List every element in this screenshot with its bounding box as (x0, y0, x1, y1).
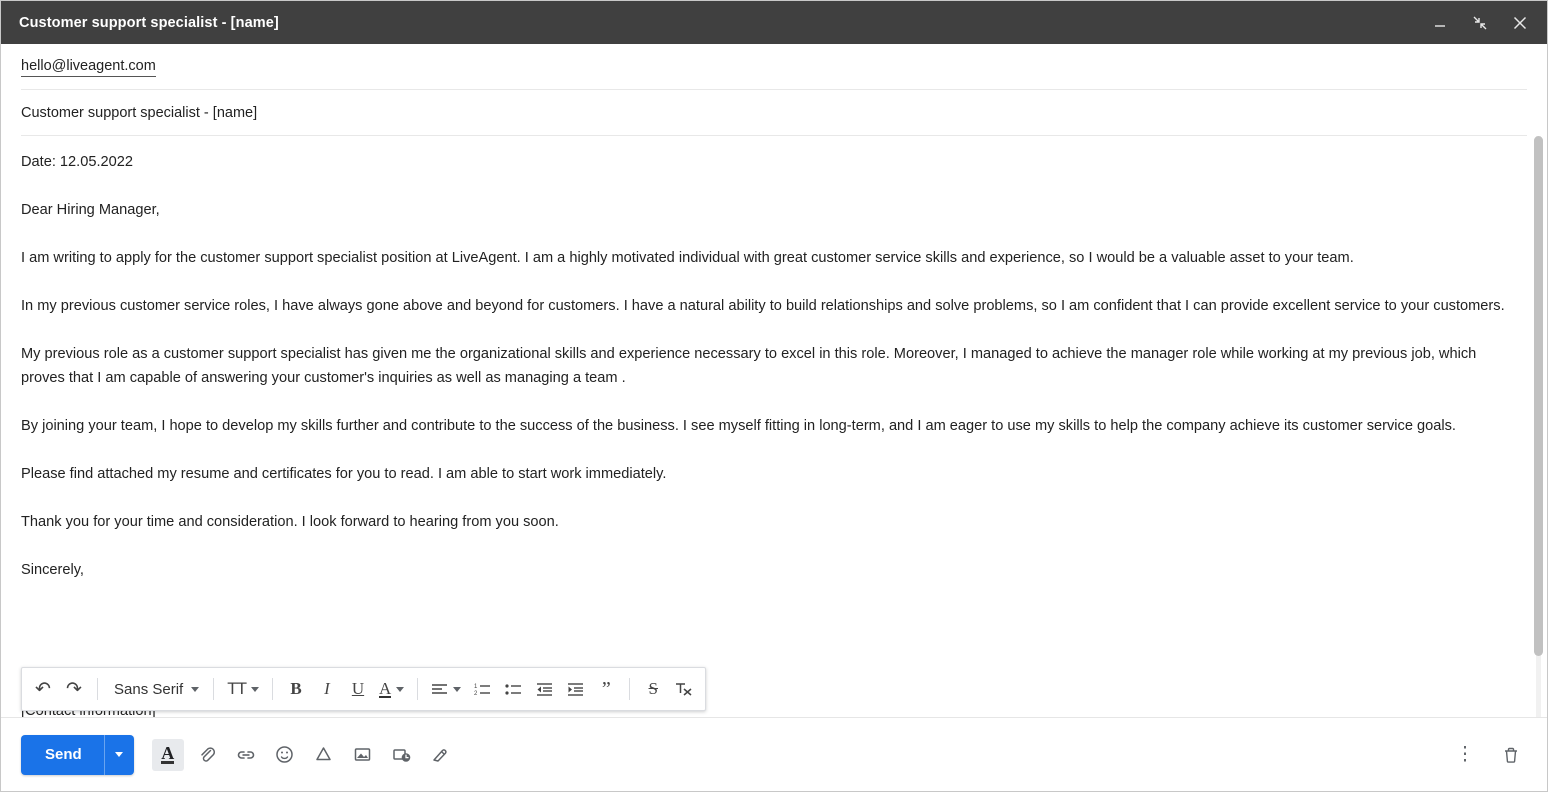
bulleted-list-icon[interactable] (498, 672, 528, 706)
subject-input[interactable]: Customer support specialist - [name] (21, 104, 258, 121)
body-paragraph: Sincerely, (21, 562, 84, 578)
bold-icon[interactable]: B (290, 679, 302, 698)
formatting-toolbar (21, 667, 706, 711)
text-color-label: A (378, 678, 392, 698)
chevron-down-icon (453, 687, 461, 692)
more-options-icon[interactable]: ⋮ (1455, 744, 1475, 765)
window-controls (1427, 10, 1533, 36)
numbered-list-icon[interactable] (467, 672, 497, 706)
text-color-selector[interactable] (374, 672, 409, 706)
send-button-group (21, 735, 134, 775)
chevron-down-icon (115, 752, 123, 757)
body-paragraph: By joining your team, I hope to develop my skills further and contribute to the success of the business. I see myself fitting in long-term, and I am eager to use my skills to help the company achieve its customer service goals. (21, 418, 1456, 434)
to-input[interactable]: hello@liveagent.com (21, 57, 156, 77)
toolbar-divider (213, 678, 214, 700)
send-button[interactable]: Send (45, 746, 82, 763)
send-options-button[interactable] (104, 735, 134, 775)
body-paragraph: I am writing to apply for the customer support specialist position at LiveAgent. I am a highly motivated individual with great customer service skills and experience, so I would be a valuable asset to your team. (21, 250, 1354, 266)
svg-text:1: 1 (473, 683, 478, 690)
italic-icon[interactable]: I (324, 679, 330, 698)
subject-field-row[interactable] (21, 90, 1527, 136)
compose-header-fields (1, 44, 1547, 136)
insert-link-icon[interactable] (230, 739, 262, 771)
toolbar-divider (272, 678, 273, 700)
body-paragraph: Please find attached my resume and certificates for you to read. I am able to start work immediately. (21, 466, 667, 482)
undo-icon[interactable]: ↶ (35, 678, 51, 700)
insert-photo-icon[interactable] (347, 739, 379, 771)
font-size-selector[interactable] (222, 672, 264, 706)
strikethrough-icon[interactable]: S (648, 679, 658, 698)
window-title: Customer support specialist - [name] (19, 14, 279, 31)
insert-drive-icon[interactable] (308, 739, 340, 771)
align-icon (431, 682, 448, 697)
indent-less-icon[interactable] (529, 672, 559, 706)
close-button[interactable] (1507, 10, 1533, 36)
minimize-button[interactable] (1427, 10, 1453, 36)
chevron-down-icon (396, 687, 404, 692)
formatting-options-icon[interactable]: A (152, 739, 184, 771)
body-paragraph: Dear Hiring Manager, (21, 202, 160, 218)
restore-button[interactable] (1467, 10, 1493, 36)
to-field-row[interactable] (21, 44, 1527, 90)
scrollbar-thumb[interactable] (1534, 136, 1543, 656)
remove-formatting-icon[interactable] (669, 672, 699, 706)
toolbar-divider (97, 678, 98, 700)
font-family-label: Sans Serif (114, 680, 184, 698)
insert-emoji-icon[interactable] (269, 739, 301, 771)
redo-icon[interactable]: ↷ (66, 678, 82, 700)
toolbar-divider (629, 678, 630, 700)
toolbar-divider (417, 678, 418, 700)
window-title-bar (1, 1, 1547, 44)
underline-icon[interactable]: U (351, 679, 365, 698)
svg-text:2: 2 (473, 690, 478, 697)
insert-signature-icon[interactable] (425, 739, 457, 771)
discard-draft-icon[interactable] (1495, 739, 1527, 771)
indent-more-icon[interactable] (560, 672, 590, 706)
compose-action-bar (1, 717, 1547, 791)
confidential-mode-icon[interactable] (386, 739, 418, 771)
font-family-selector[interactable] (106, 672, 205, 706)
message-body-text[interactable] (1, 136, 1547, 717)
body-scrollbar[interactable] (1534, 136, 1543, 717)
compose-tools (152, 739, 457, 771)
body-paragraph: In my previous customer service roles, I have always gone above and beyond for customers. I have a natural ability to build relationships and solve problems, so I am confident that I can provide excellent service to your customers. (21, 298, 1505, 314)
font-size-label: TT (227, 679, 246, 698)
message-body-area[interactable] (1, 136, 1547, 717)
compose-secondary-actions (1449, 739, 1527, 771)
body-paragraph: Thank you for your time and consideration. I look forward to hearing from you soon. (21, 514, 559, 530)
chevron-down-icon (191, 687, 199, 692)
blockquote-icon[interactable]: ” (601, 678, 611, 700)
attach-file-icon[interactable] (191, 739, 223, 771)
body-paragraph: My previous role as a customer support specialist has given me the organizational skills and experience necessary to excel in this role. Moreover, I managed to achieve the manager role while working at my previous job, which proves that I am capable of answering your customer's inquiries as well as managing a team . (21, 346, 1477, 386)
chevron-down-icon (251, 687, 259, 692)
align-selector[interactable] (426, 672, 466, 706)
body-paragraph: Date: 12.05.2022 (21, 154, 133, 170)
